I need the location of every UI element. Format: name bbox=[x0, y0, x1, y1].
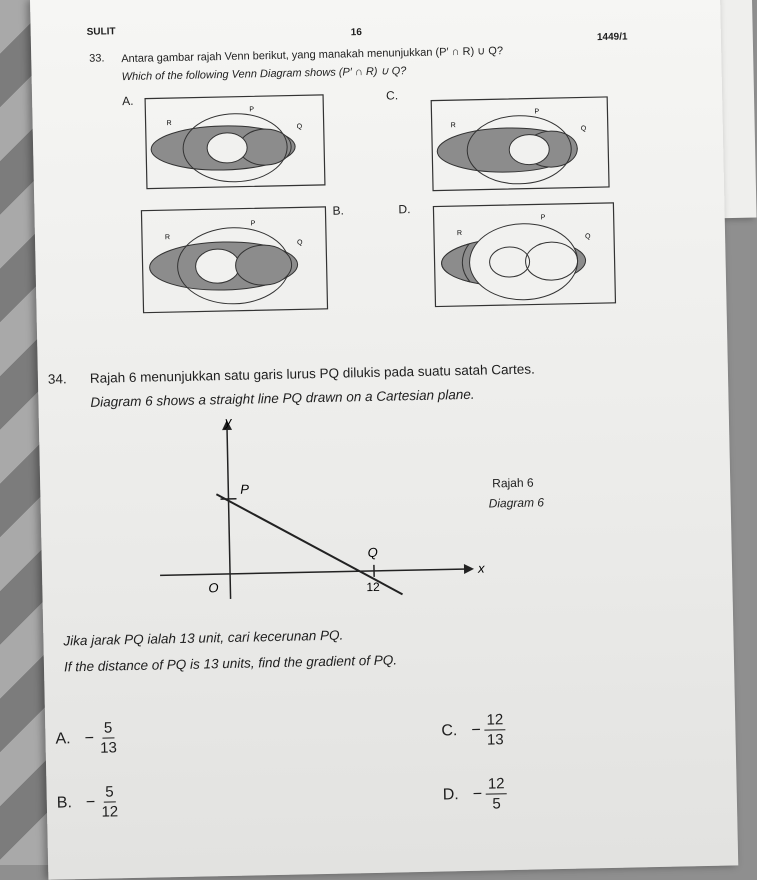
venn-diagram-b bbox=[140, 206, 328, 314]
q34-number: 34. bbox=[48, 371, 67, 386]
q33-option-d-label: D. bbox=[398, 202, 410, 216]
answer-option-a[interactable] bbox=[55, 720, 119, 756]
answer-d-label: D. bbox=[443, 786, 459, 804]
venn-d-label-q: Q bbox=[585, 233, 591, 240]
point-q-label: Q bbox=[367, 545, 377, 560]
exam-page bbox=[30, 0, 738, 880]
q33-option-b-label: B. bbox=[332, 203, 344, 217]
answer-b-fraction bbox=[99, 784, 120, 819]
q33-text-en: Which of the following Venn Diagram shows (P′ ∩ R) ∪ Q? bbox=[121, 64, 406, 83]
venn-c-label-q: Q bbox=[581, 125, 587, 132]
q34-question-en: If the distance of PQ is 13 units, find the gradient of PQ. bbox=[64, 652, 397, 674]
answer-b-numerator: 5 bbox=[103, 784, 116, 802]
answer-option-d[interactable] bbox=[442, 776, 507, 812]
paper-code: 1449/1 bbox=[597, 31, 628, 43]
answer-a-sign: − bbox=[84, 729, 94, 747]
answer-d-fraction bbox=[486, 776, 507, 811]
answer-c-sign: − bbox=[471, 721, 481, 739]
answer-b-sign: − bbox=[86, 793, 96, 811]
answer-d-sign: − bbox=[473, 785, 483, 803]
venn-b-label-r: R bbox=[165, 234, 170, 241]
answer-a-denominator: 13 bbox=[98, 738, 119, 755]
answer-b-denominator: 12 bbox=[99, 802, 120, 819]
x-tick-12: 12 bbox=[366, 580, 380, 594]
venn-d-label-p: P bbox=[541, 214, 546, 221]
venn-c-label-r: R bbox=[451, 122, 456, 129]
answer-c-fraction bbox=[484, 712, 505, 747]
answer-option-c[interactable] bbox=[441, 712, 506, 748]
answer-d-denominator: 5 bbox=[490, 794, 503, 811]
answer-b-label: B. bbox=[57, 794, 72, 812]
q33-text-ms: Antara gambar rajah Venn berikut, yang manakah menunjukkan (P′ ∩ R) ∪ Q? bbox=[121, 44, 503, 65]
point-p-label: P bbox=[240, 482, 249, 497]
venn-b-label-p: P bbox=[251, 220, 256, 227]
venn-a-label-q: Q bbox=[297, 123, 303, 130]
q34-text-en: Diagram 6 shows a straight line PQ drawn on a Cartesian plane. bbox=[90, 387, 474, 410]
venn-diagram-a bbox=[144, 94, 326, 190]
answer-a-fraction bbox=[98, 720, 119, 755]
venn-b-label-q: Q bbox=[297, 239, 303, 246]
cartesian-diagram bbox=[149, 408, 503, 605]
venn-d-label-r: R bbox=[457, 230, 462, 237]
header-sulit: SULIT bbox=[87, 26, 116, 38]
venn-diagram-d bbox=[432, 202, 616, 308]
answer-c-numerator: 12 bbox=[484, 712, 505, 730]
answer-a-numerator: 5 bbox=[102, 720, 115, 738]
y-axis-label: y bbox=[224, 414, 233, 429]
q33-option-a-label: A. bbox=[122, 94, 134, 108]
q34-text-ms: Rajah 6 menunjukkan satu garis lurus PQ dilukis pada suatu satah Cartes. bbox=[90, 362, 535, 386]
venn-a-label-r: R bbox=[167, 120, 172, 127]
answer-a-label: A. bbox=[55, 730, 70, 748]
diagram-caption-ms: Rajah 6 bbox=[492, 476, 534, 491]
venn-a-label-p: P bbox=[249, 106, 254, 113]
venn-diagram-c bbox=[430, 96, 610, 192]
diagram-caption-en: Diagram 6 bbox=[488, 495, 544, 510]
answer-d-numerator: 12 bbox=[486, 776, 507, 794]
x-axis-label: x bbox=[477, 561, 485, 576]
q33-option-c-label: C. bbox=[386, 88, 398, 102]
answer-option-b[interactable] bbox=[56, 784, 120, 820]
page-number: 16 bbox=[351, 27, 362, 38]
answer-c-label: C. bbox=[441, 722, 457, 740]
q34-question-ms: Jika jarak PQ ialah 13 unit, cari kecerunan PQ. bbox=[63, 628, 343, 649]
origin-label: O bbox=[208, 580, 218, 595]
q33-number: 33. bbox=[89, 52, 105, 64]
answer-c-denominator: 13 bbox=[485, 730, 506, 747]
venn-c-label-p: P bbox=[534, 108, 539, 115]
